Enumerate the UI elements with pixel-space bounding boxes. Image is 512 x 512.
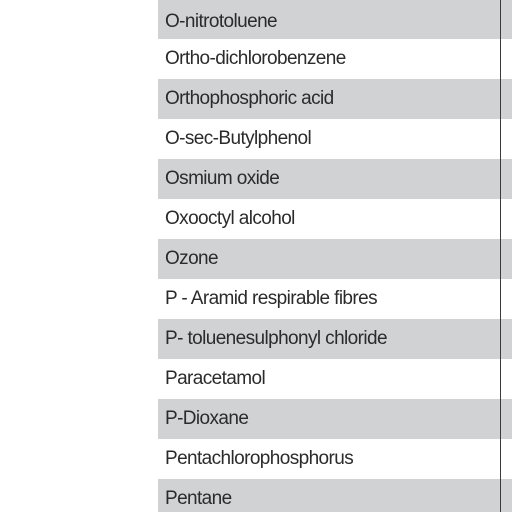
table-row [158, 39, 512, 79]
chemical-name-cell: O-sec-Butylphenol [158, 119, 500, 159]
table-row [158, 399, 512, 439]
value-cell [500, 399, 512, 439]
chemical-name-cell: Paracetamol [158, 359, 500, 399]
chemical-name-cell: Ozone [158, 239, 500, 279]
chemical-name-cell: Orthophosphoric acid [158, 79, 500, 119]
value-cell [500, 439, 512, 479]
value-cell [500, 0, 512, 39]
chemical-table [158, 0, 512, 512]
chemical-name-cell: Ortho-dichlorobenzene [158, 39, 500, 79]
table-row [158, 279, 512, 319]
value-cell [500, 39, 512, 79]
chemical-name-cell: P-Dioxane [158, 399, 500, 439]
chemical-name-cell: P- toluenesulphonyl chloride [158, 319, 500, 359]
value-cell [500, 359, 512, 399]
table-row [158, 0, 512, 39]
value-cell [500, 159, 512, 199]
table-row [158, 359, 512, 399]
table-row [158, 79, 512, 119]
value-cell [500, 79, 512, 119]
value-cell [500, 239, 512, 279]
table-row [158, 239, 512, 279]
chemical-name-cell: Osmium oxide [158, 159, 500, 199]
chemical-name-cell: Pentachlorophosphorus [158, 439, 500, 479]
table-row [158, 119, 512, 159]
chemical-name-cell: Oxooctyl alcohol [158, 199, 500, 239]
value-cell [500, 319, 512, 359]
table-row [158, 439, 512, 479]
value-cell [500, 479, 512, 512]
table-row [158, 159, 512, 199]
chemical-name-cell: Pentane [158, 479, 500, 512]
table-row [158, 319, 512, 359]
chemical-name-cell: P - Aramid respirable fibres [158, 279, 500, 319]
chemical-name-cell: O-nitrotoluene [158, 0, 500, 39]
table-row [158, 199, 512, 239]
value-cell [500, 279, 512, 319]
value-cell [500, 119, 512, 159]
value-cell [500, 199, 512, 239]
table-row [158, 479, 512, 512]
